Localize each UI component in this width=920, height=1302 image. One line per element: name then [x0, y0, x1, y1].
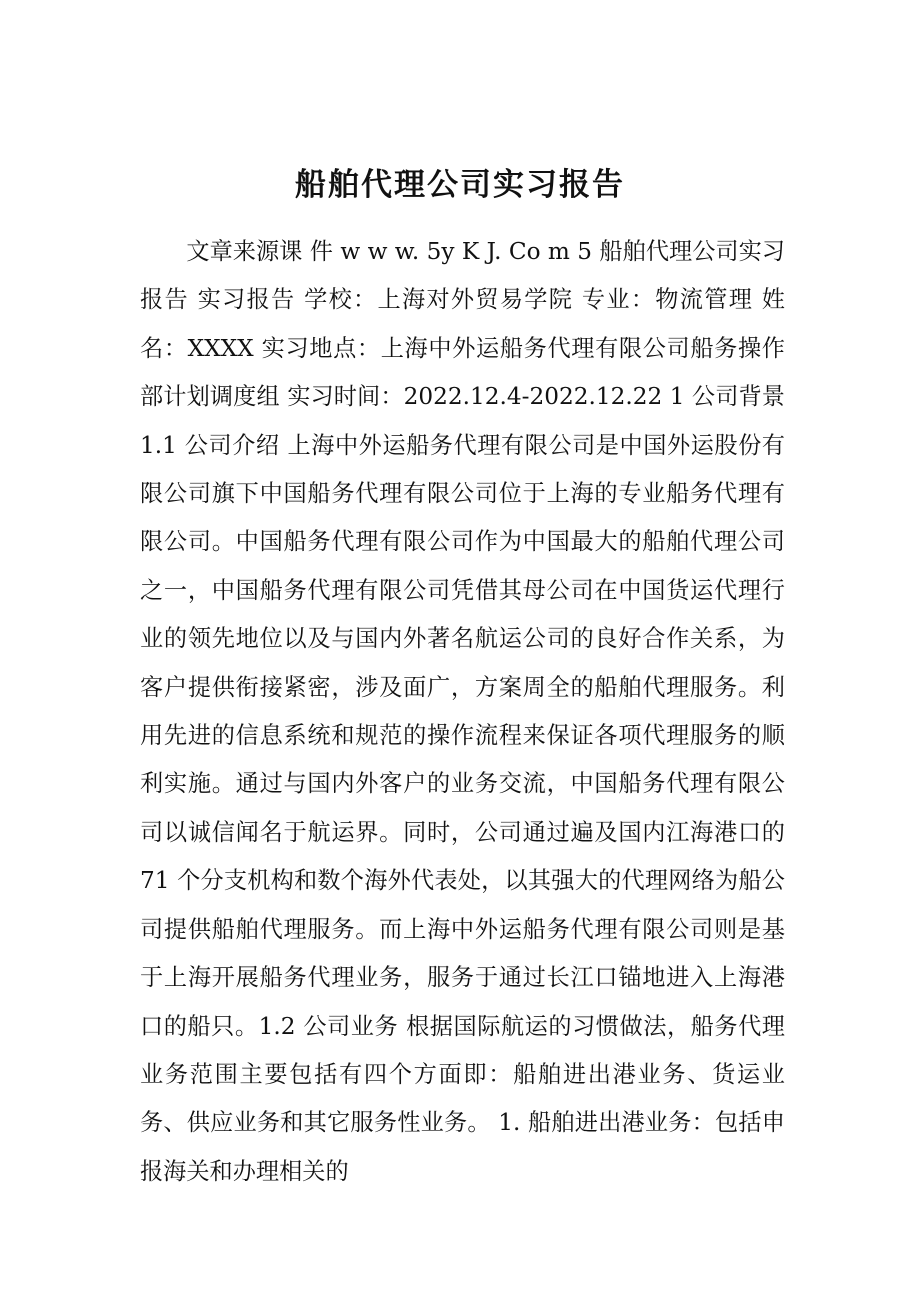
document-body-paragraph: 文章来源课 件 w w w. 5y K J. Co m 5 船舶代理公司实习报告 实习报告 学校：上海对外贸易学院 专业：物流管理 姓名：XXXX 实习地点：上海中外运船务代理有限公司船务操作部计划调度组 实习时间：2022.12.4-2022.12.22 1 公司背景 1.1 公司介绍 上海中外运船务代理有限公司是中国外运股份有限公司旗下中国船务代理有限公司位于上海的专业船务代理有限公司。中国船务代理有限公司作为中国最大的船舶代理公司之一，中国船务代理有限公司凭借其母公司在中国货运代理行业的领先地位以及与国内外著名航运公司的良好合作关系，为客户提供衔接紧密，涉及面广，方案周全的船舶代理服务。利用先进的信息系统和规范的操作流程来保证各项代理服务的顺利实施。通过与国内外客户的业务交流，中国船务代理有限公司以诚信闻名于航运界。同时，公司通过遍及国内江海港口的 71 个分支机构和数个海外代表处，以其强大的代理网络为船公司提供船舶代理服务。而上海中外运船务代理有限公司则是基于上海开展船务代理业务，服务于通过长江口锚地进入上海港口的船只。1.2 公司业务 根据国际航运的习惯做法，船务代理业务范围主要包括有四个方面即：船舶进出港业务、货运业务、供应业务和其它服务性业务。 1. 船舶进出港业务：包括申报海关和办理相关的	[140, 238, 785, 1185]
document-title: 船舶代理公司实习报告	[295, 166, 625, 203]
